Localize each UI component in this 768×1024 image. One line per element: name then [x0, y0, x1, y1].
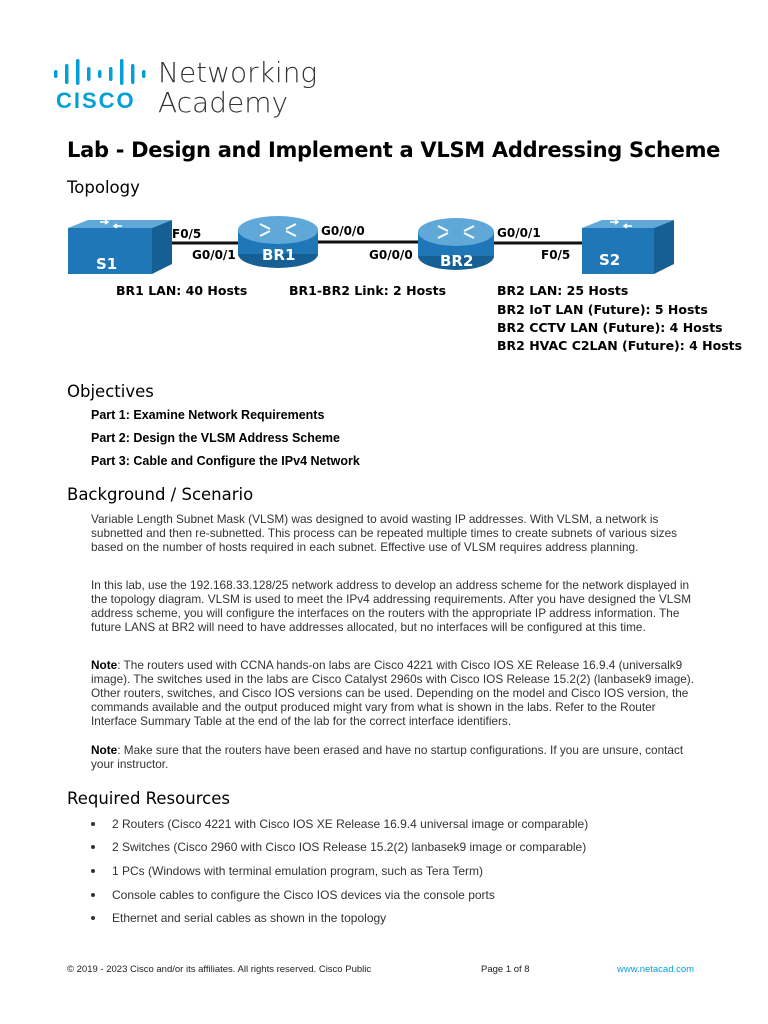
objective-item: Part 2: Design the VLSM Address Scheme — [91, 431, 340, 445]
objective-item: Part 3: Cable and Configure the IPv4 Network — [91, 454, 360, 468]
port-br1-g001: G0/0/1 — [192, 248, 236, 262]
port-br2-g001: G0/0/1 — [497, 226, 541, 240]
br1-lan-label: BR1 LAN: 40 Hosts — [116, 283, 248, 298]
background-paragraph-2: In this lab, use the 192.168.33.128/25 network address to develop an address scheme for the network displayed in the topology diagram. VLSM is used to meet the IPv4 addressing requirements. After you have designed the VLSM address scheme, you will configure the interfaces on the routers with the appropriate IP address information. The future LANS at BR2 will need to have addresses allocated, but no interfaces will be configured at this time. — [91, 578, 692, 634]
note-label: Note — [91, 658, 118, 672]
logo-academy: Academy — [158, 86, 289, 119]
topology-diagram — [60, 210, 680, 280]
bullet-icon — [91, 893, 95, 897]
br2-cctv-label: BR2 CCTV LAN (Future): 4 Hosts — [497, 320, 723, 335]
device-s2-label: S2 — [599, 251, 621, 269]
br2-iot-label: BR2 IoT LAN (Future): 5 Hosts — [497, 302, 708, 317]
topology-heading: Topology — [67, 178, 140, 197]
br1-br2-link-label: BR1-BR2 Link: 2 Hosts — [289, 283, 447, 298]
switch-s2-icon — [582, 220, 674, 274]
port-br2-g000: G0/0/0 — [369, 248, 413, 262]
cisco-logo-text: CISCO — [56, 88, 136, 113]
background-paragraph-1: Variable Length Subnet Mask (VLSM) was designed to avoid wasting IP addresses. With VLSM, a network is subnetted and then re-subnetted. This process can be repeated multiple times to create subnets of various sizes based on the number of hosts required in each subnet. Effective use of VLSM requires address planning. — [91, 512, 678, 554]
bullet-icon — [91, 916, 95, 920]
background-heading: Background / Scenario — [67, 485, 254, 504]
background-note-1 — [91, 658, 701, 728]
resources-heading: Required Resources — [67, 789, 230, 808]
br2-lan-label: BR2 LAN: 25 Hosts — [497, 283, 629, 298]
port-s1-f05: F0/5 — [172, 227, 202, 241]
footer-url-link[interactable]: www.netacad.com — [617, 964, 695, 975]
footer-page-number: Page 1 of 8 — [481, 964, 530, 975]
bullet-icon — [91, 869, 95, 873]
objective-item: Part 1: Examine Network Requirements — [91, 408, 325, 422]
device-br2-label: BR2 — [440, 252, 474, 270]
port-br1-g000: G0/0/0 — [321, 224, 365, 238]
page-title: Lab - Design and Implement a VLSM Addressing Scheme — [67, 138, 721, 162]
device-s1-label: S1 — [96, 255, 118, 273]
background-note-2 — [91, 743, 701, 771]
note-label: Note — [91, 743, 118, 757]
objectives-heading: Objectives — [67, 382, 154, 401]
device-br1-label: BR1 — [262, 246, 296, 264]
bullet-icon — [91, 822, 95, 826]
port-s2-f05: F0/5 — [541, 248, 571, 262]
switch-s1-icon — [68, 220, 172, 274]
br2-hvac-label: BR2 HVAC C2LAN (Future): 4 Hosts — [497, 338, 743, 353]
footer-copyright: © 2019 - 2023 Cisco and/or its affiliates. All rights reserved. Cisco Public — [67, 964, 372, 975]
note-text: : The routers used with CCNA hands-on labs are Cisco 4221 with Cisco IOS XE Release 16.9.4 (universalk9 image). The switches used in the labs are Cisco Catalyst 2960s with Cisco IOS Release 15.2(2) (lanbasek9 image). Other routers, switches, and Cisco IOS versions can be used. Depending on the model and Cisco IOS version, the commands available and the output produced might vary from what is shown in the labs. Refer to the Router Interface Summary Table at the end of the lab for the correct interface identifiers. — [91, 658, 695, 728]
bullet-icon — [91, 845, 95, 849]
logo-networking: Networking — [158, 56, 318, 89]
cisco-logo-bars-icon — [52, 58, 148, 86]
note-text: : Make sure that the routers have been erased and have no startup configurations. If you are unsure, contact your instructor. — [91, 743, 684, 771]
